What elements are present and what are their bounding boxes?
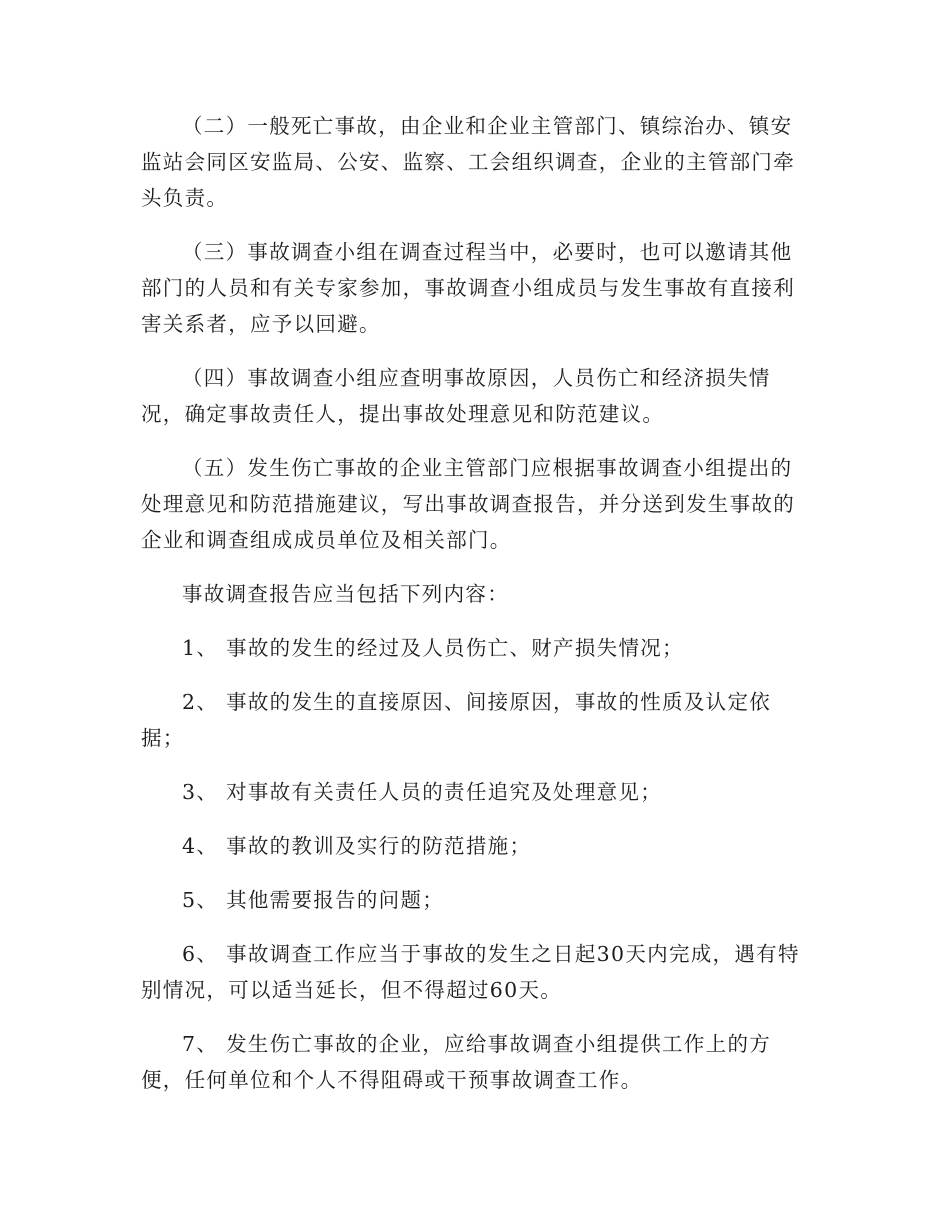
list-item-number: 1、 — [182, 636, 219, 660]
list-item-text: 事故的发生的经过及人员伤亡、财产损失情况； — [226, 636, 684, 660]
paragraph-section-4: （四）事故调查小组应查明事故原因，人员伤亡和经济损失情况，确定事故责任人，提出事故处理意见和防范建议。 — [141, 366, 771, 426]
list-item-text: 对事故有关责任人员的责任追究及处理意见； — [226, 780, 663, 804]
list-item-2 — [141, 684, 809, 756]
list-item-6 — [141, 936, 809, 1008]
list-item-text: 发生伤亡事故的企业，应给事故调查小组提供工作上的方便，任何单位和个人不得阻碍或干预事故调查工作。 — [141, 1032, 772, 1092]
list-item-number: 6、 — [182, 942, 219, 966]
paragraph-section-2: （二）一般死亡事故，由企业和企业主管部门、镇综治办、镇安监站会同区安监局、公安、监察、工会组织调查，企业的主管部门牵头负责。 — [141, 114, 795, 210]
list-item-4 — [141, 828, 809, 864]
list-item-text: 事故的发生的直接原因、间接原因，事故的性质及认定依据； — [141, 690, 772, 750]
list-item-number: 3、 — [182, 780, 219, 804]
paragraph-section-5: （五）发生伤亡事故的企业主管部门应根据事故调查小组提出的处理意见和防范措施建议，写出事故调查报告，并分送到发生事故的企业和调查组成成员单位及相关部门。 — [141, 456, 795, 552]
list-item-5 — [141, 882, 809, 918]
document-body — [141, 108, 809, 1116]
list-item-text: 其他需要报告的问题； — [226, 888, 445, 912]
report-content-intro: 事故调查报告应当包括下列内容： — [182, 582, 509, 606]
list-item-3 — [141, 774, 809, 810]
list-item-number: 4、 — [182, 834, 219, 858]
list-item-number: 5、 — [182, 888, 219, 912]
list-item-text: 事故调查工作应当于事故的发生之日起30天内完成，遇有特别情况，可以适当延长，但不得超过60天。 — [141, 942, 800, 1002]
list-item-7 — [141, 1026, 809, 1098]
paragraph-section-3: （三）事故调查小组在调查过程当中，必要时，也可以邀请其他部门的人员和有关专家参加，事故调查小组成员与发生事故有直接利害关系者，应予以回避。 — [141, 240, 795, 336]
list-item-number: 2、 — [182, 690, 219, 714]
list-item-number: 7、 — [182, 1032, 219, 1056]
list-item-text: 事故的教训及实行的防范措施； — [226, 834, 532, 858]
list-item-1 — [141, 630, 809, 666]
